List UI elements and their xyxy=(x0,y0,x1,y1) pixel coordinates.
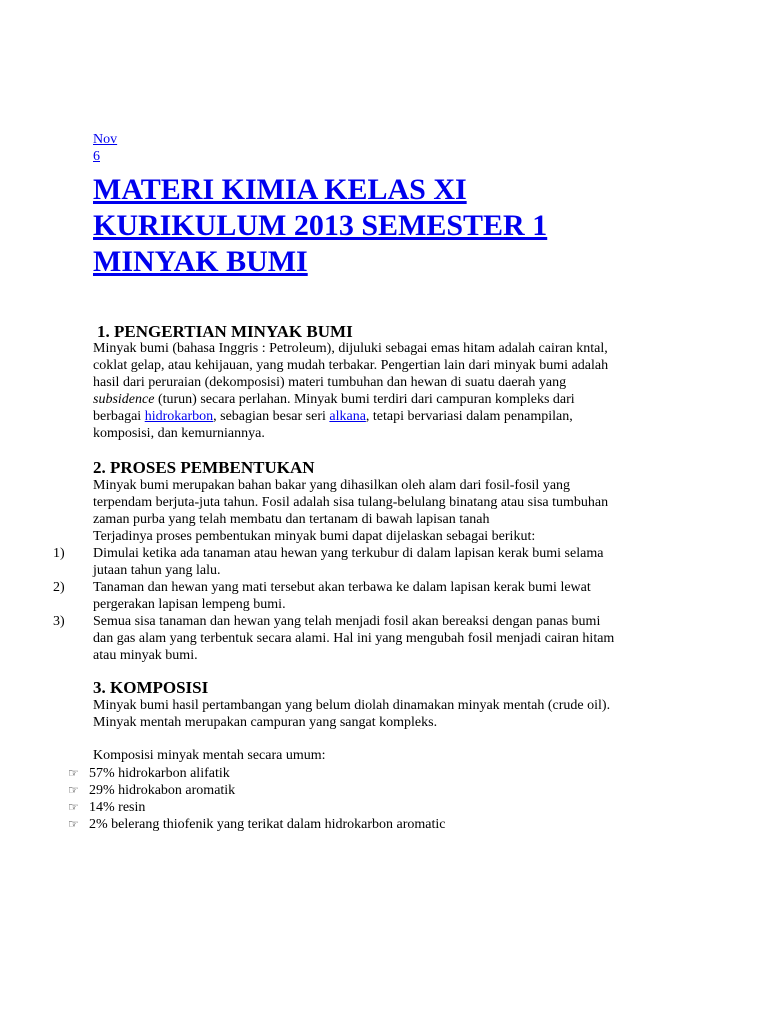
pointing-hand-icon: ☞ xyxy=(68,817,79,831)
title-line-3[interactable]: MINYAK BUMI xyxy=(93,245,308,278)
s2-line-2: terpendam berjuta-juta tahun. Fosil adalah sisa tulang-belulang binatang atau sisa tumbuhan xyxy=(93,495,609,510)
list-item xyxy=(0,816,700,833)
bullet-text: 14% resin xyxy=(89,800,146,815)
s1-line-5-mid: , sebagian besar seri xyxy=(213,409,330,424)
s1-line-6: komposisi, dan kemurniannya. xyxy=(93,426,265,441)
title-line-1[interactable]: MATERI KIMIA KELAS XI xyxy=(93,173,467,206)
s1-line-1: Minyak bumi (bahasa Inggris : Petroleum), dijuluki sebagai emas hitam adalah cairan kntal, xyxy=(93,341,608,356)
section-2-body xyxy=(93,477,693,545)
section-2-heading: 2. PROSES PEMBENTUKAN xyxy=(93,458,315,477)
date-day-link[interactable]: 6 xyxy=(93,149,100,164)
list-item-line: atau minyak bumi. xyxy=(93,648,198,663)
list-item xyxy=(0,613,700,664)
s1-line-4-rest: (turun) secara perlahan. Minyak bumi terdiri dari campuran kompleks dari xyxy=(154,392,575,407)
alkana-link[interactable]: alkana xyxy=(329,409,366,424)
post-date[interactable] xyxy=(93,131,117,165)
list-item-line: jutaan tahun yang lalu. xyxy=(93,563,221,578)
s2-line-4: Terjadinya proses pembentukan minyak bumi dapat dijelaskan sebagai berikut: xyxy=(93,529,536,544)
s3-line-3: Komposisi minyak mentah secara umum: xyxy=(93,748,326,763)
s1-line-5-post: , tetapi bervariasi dalam penampilan, xyxy=(365,409,573,424)
list-item-line: pergerakan lapisan lempeng bumi. xyxy=(93,597,286,612)
section-3-heading: 3. KOMPOSISI xyxy=(93,678,209,697)
bullet-text: 57% hidrokarbon alifatik xyxy=(89,766,230,781)
section-komposisi xyxy=(93,678,693,698)
list-item-line: Dimulai ketika ada tanaman atau hewan yang terkubur di dalam lapisan kerak bumi selama xyxy=(93,546,604,561)
list-number: 3) xyxy=(53,614,65,629)
list-item xyxy=(0,579,700,613)
section-3-body xyxy=(93,697,693,764)
list-item xyxy=(0,765,700,782)
subsidence-term: subsidence xyxy=(93,392,155,407)
list-item xyxy=(0,799,700,816)
list-item xyxy=(0,545,700,579)
s1-line-4 xyxy=(93,391,693,408)
date-month-link[interactable]: Nov xyxy=(93,132,118,147)
section-proses xyxy=(93,458,693,478)
s1-line-2: coklat gelap, atau kehijauan, yang mudah terbakar. Pengertian lain dari minyak bumi adalah xyxy=(93,358,609,373)
section-1-body xyxy=(93,340,693,442)
s2-line-1: Minyak bumi merupakan bahan bakar yang dihasilkan oleh alam dari fosil-fosil yang xyxy=(93,478,571,493)
section-pengertian xyxy=(93,322,693,342)
formation-steps-list xyxy=(0,545,700,664)
section-1-heading: 1. PENGERTIAN MINYAK BUMI xyxy=(97,322,353,341)
list-item-line: Tanaman dan hewan yang mati tersebut akan terbawa ke dalam lapisan kerak bumi lewat xyxy=(93,580,591,595)
s2-line-3: zaman purba yang telah membatu dan tertanam di bawah lapisan tanah xyxy=(93,512,490,527)
s1-line-5-pre: berbagai xyxy=(93,409,145,424)
s1-line-5 xyxy=(93,408,693,425)
bullet-text: 29% hidrokabon aromatik xyxy=(89,783,236,798)
page-title[interactable] xyxy=(93,172,693,280)
composition-list xyxy=(0,765,700,833)
bullet-text: 2% belerang thiofenik yang terikat dalam hidrokarbon aromatic xyxy=(89,817,446,832)
list-item xyxy=(0,782,700,799)
list-item-line: Semua sisa tanaman dan hewan yang telah menjadi fosil akan bereaksi dengan panas bumi xyxy=(93,614,601,629)
s1-line-3: hasil dari peruraian (dekomposisi) materi tumbuhan dan hewan di suatu daerah yang xyxy=(93,375,567,390)
hidrokarbon-link[interactable]: hidrokarbon xyxy=(144,409,214,424)
s3-line-2: Minyak mentah merupakan campuran yang sangat kompleks. xyxy=(93,715,438,730)
title-line-2[interactable]: KURIKULUM 2013 SEMESTER 1 xyxy=(93,209,548,242)
list-number: 1) xyxy=(53,546,65,561)
list-item-line: dan gas alam yang terbentuk secara alami. Hal ini yang mengubah fosil menjadi cairan hitam xyxy=(93,631,615,646)
pointing-hand-icon: ☞ xyxy=(68,783,79,797)
s3-line-1: Minyak bumi hasil pertambangan yang belum diolah dinamakan minyak mentah (crude oil). xyxy=(93,698,611,713)
pointing-hand-icon: ☞ xyxy=(68,766,79,780)
list-number: 2) xyxy=(53,580,65,595)
pointing-hand-icon: ☞ xyxy=(68,800,79,814)
